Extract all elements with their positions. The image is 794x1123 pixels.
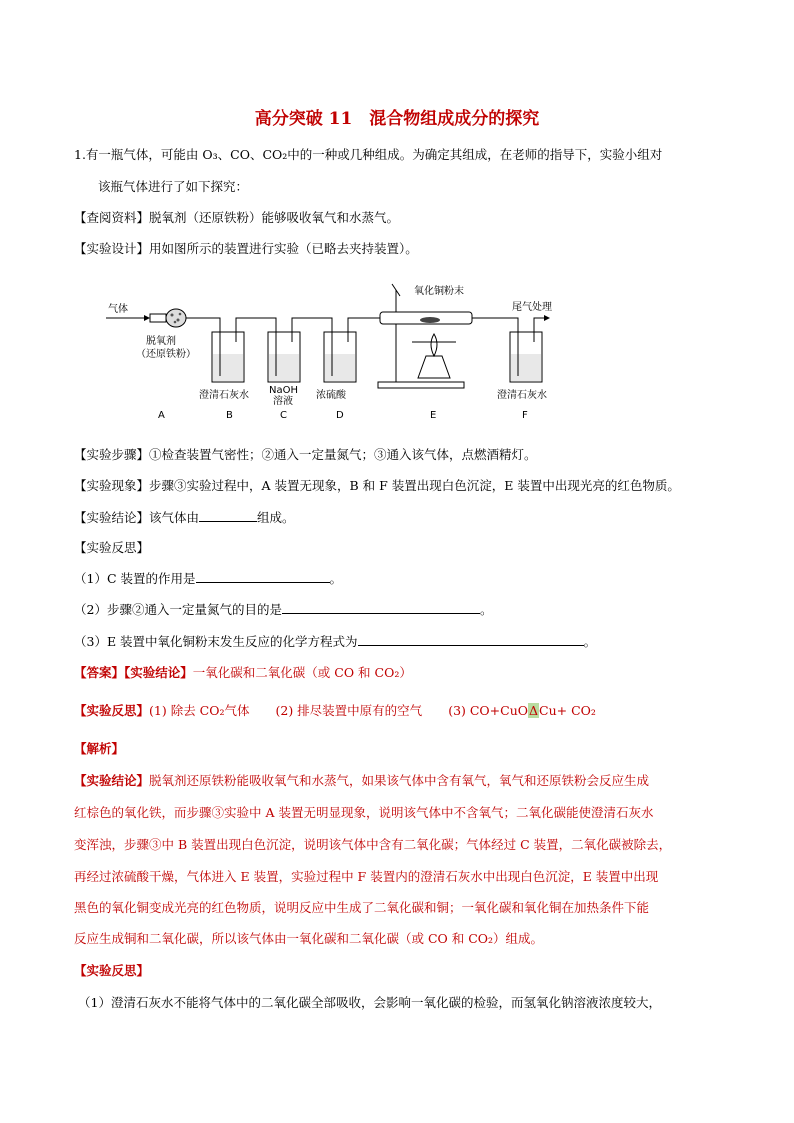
answer-reflection-3a: (3) CO+CuO: [448, 703, 529, 718]
tail-gas-label: 尾气处理: [512, 302, 552, 313]
question-2: [74, 600, 492, 619]
analysis-line-1: [74, 772, 649, 790]
analysis-reflection-1: （1）澄清石灰水不能将气体中的二氧化碳全部吸收，会影响一氧化碳的检验，而氢氧化钠溶液浓度较大，: [78, 995, 661, 1010]
answer-tag: 【答案】: [74, 665, 125, 680]
analysis-line-4: 再经过浓硫酸干燥，气体进入 E 装置，实验过程中 F 装置内的澄清石灰水中出现白色沉淀，E 装置中出现: [74, 869, 659, 884]
question-3-end: 。: [583, 634, 597, 649]
apparatus-diagram: [100, 270, 590, 430]
steps-paragraph: [74, 446, 537, 464]
gas-inlet-arrowhead: [144, 315, 150, 321]
letter-b: B: [226, 410, 233, 421]
conclusion-post: 组成。: [257, 510, 295, 525]
question-intro-line-2: 该瓶气体进行了如下探究：: [98, 179, 249, 194]
conclusion-blank[interactable]: [199, 508, 257, 522]
conclusion-tag: 【实验结论】: [74, 510, 150, 525]
analysis-conclusion-tag: 【实验结论】: [74, 773, 150, 788]
phenomena-text: 步骤③实验过程中，A 装置无现象，B 和 F 装置出现白色沉淀，E 装置中出现光亮的红色物质。: [149, 478, 680, 493]
phenomena-paragraph: [74, 477, 680, 495]
question-1: [74, 569, 342, 588]
gas-in-label: 气体: [108, 304, 128, 315]
analysis-line-3: 变浑浊，步骤③中 B 装置出现白色沉淀，说明该气体中含有二氧化碳；气体经过 C 装置，二氧化碳被除去，: [74, 837, 672, 852]
answer-reflection-1: (1) 除去 CO₂气体: [149, 703, 250, 718]
deoxidizer-label-1: 脱氧剂: [146, 336, 176, 347]
analysis-reflection-heading: [74, 962, 149, 980]
analysis-line-6: 反应生成铜和二氧化碳，所以该气体由一氧化碳和二氧化碳（或 CO 和 CO₂）组成。: [74, 931, 544, 946]
apparatus-e-combustion-tube: [378, 284, 472, 388]
question-3: [74, 632, 596, 651]
info-paragraph: [74, 209, 399, 227]
question-2-blank[interactable]: [282, 600, 480, 614]
page-title: 高分突破 11 混合物组成成分的探究: [254, 109, 540, 129]
info-text: 脱氧剂（还原铁粉）能够吸收氧气和水蒸气。: [149, 210, 400, 225]
phenomena-tag: 【实验现象】: [74, 478, 150, 493]
letter-e: E: [430, 410, 437, 421]
bottle-c: [268, 332, 300, 382]
analysis-heading: [74, 740, 124, 758]
answer-conclusion-tag: 【实验结论】: [124, 665, 193, 680]
conclusion-paragraph: [74, 508, 295, 527]
analysis-reflection-tag: 【实验反思】: [74, 963, 150, 978]
answer-reflection-tag: 【实验反思】: [74, 703, 150, 718]
design-paragraph: [74, 240, 418, 258]
tail-gas-arrowhead: [544, 315, 550, 321]
question-2-text: （2）步骤②通入一定量氮气的目的是: [74, 602, 282, 617]
analysis-line-5: 黑色的氧化铜变成光亮的红色物质，说明反应中生成了二氧化碳和铜；一氧化碳和氧化铜在加热条件下能: [74, 900, 650, 915]
bottle-d: [324, 332, 356, 382]
conclusion-pre: 该气体由: [149, 510, 200, 525]
cuo-powder-label: 氧化铜粉末: [414, 286, 464, 297]
label-b: 澄清石灰水: [199, 390, 249, 401]
analysis-text-1: 脱氧剂还原铁粉能吸收氧气和水蒸气，如果该气体中含有氧气，氧气和还原铁粉会反应生成: [149, 773, 650, 788]
delta-symbol: Δ: [529, 703, 539, 718]
bottle-f: [510, 332, 542, 382]
question-intro-line-1: 1.有一瓶气体，可能由 O₃、CO、CO₂中的一种或几种组成。为确定其组成，在老师的指导下，实验小组对: [74, 147, 663, 162]
design-text: 用如图所示的装置进行实验（已略去夹持装置）。: [149, 241, 418, 256]
answer-reflection: [74, 702, 596, 720]
label-f: 澄清石灰水: [497, 390, 547, 401]
analysis-tag: 【解析】: [74, 741, 125, 756]
analysis-line-2: 红棕色的氧化铁，而步骤③实验中 A 装置无明显现象，说明该气体中不含氧气；二氧化碳能使澄清石灰水: [74, 805, 654, 820]
reflection-heading: 【实验反思】: [74, 540, 150, 555]
label-c-line-1: NaOH: [269, 385, 298, 396]
question-2-end: 。: [479, 602, 493, 617]
question-1-end: 。: [329, 571, 343, 586]
info-tag: 【查阅资料】: [74, 210, 150, 225]
letter-d: D: [336, 410, 344, 421]
letter-f: F: [522, 410, 528, 421]
answer-reflection-2: (2) 排尽装置中原有的空气: [275, 703, 423, 718]
letter-a: A: [158, 410, 165, 421]
bottle-b: [212, 332, 244, 382]
letter-c: C: [280, 410, 287, 421]
question-1-blank[interactable]: [196, 569, 330, 583]
question-3-blank[interactable]: [358, 632, 584, 646]
design-tag: 【实验设计】: [74, 241, 150, 256]
label-d: 浓硫酸: [316, 390, 346, 401]
question-3-text: （3）E 装置中氧化铜粉末发生反应的化学方程式为: [74, 634, 358, 649]
steps-text: ①检查装置气密性；②通入一定量氮气；③通入该气体，点燃酒精灯。: [149, 447, 537, 462]
answer-conclusion: [74, 664, 412, 682]
steps-tag: 【实验步骤】: [74, 447, 150, 462]
answer-conclusion-text: 一氧化碳和二氧化碳（或 CO 和 CO₂）: [192, 665, 412, 680]
label-c-line-2: 溶液: [273, 396, 293, 407]
answer-reflection-3c: Cu+ CO₂: [539, 703, 596, 718]
question-1-text: （1）C 装置的作用是: [74, 571, 196, 586]
deoxidizer-label-2: （还原铁粉）: [136, 349, 196, 360]
